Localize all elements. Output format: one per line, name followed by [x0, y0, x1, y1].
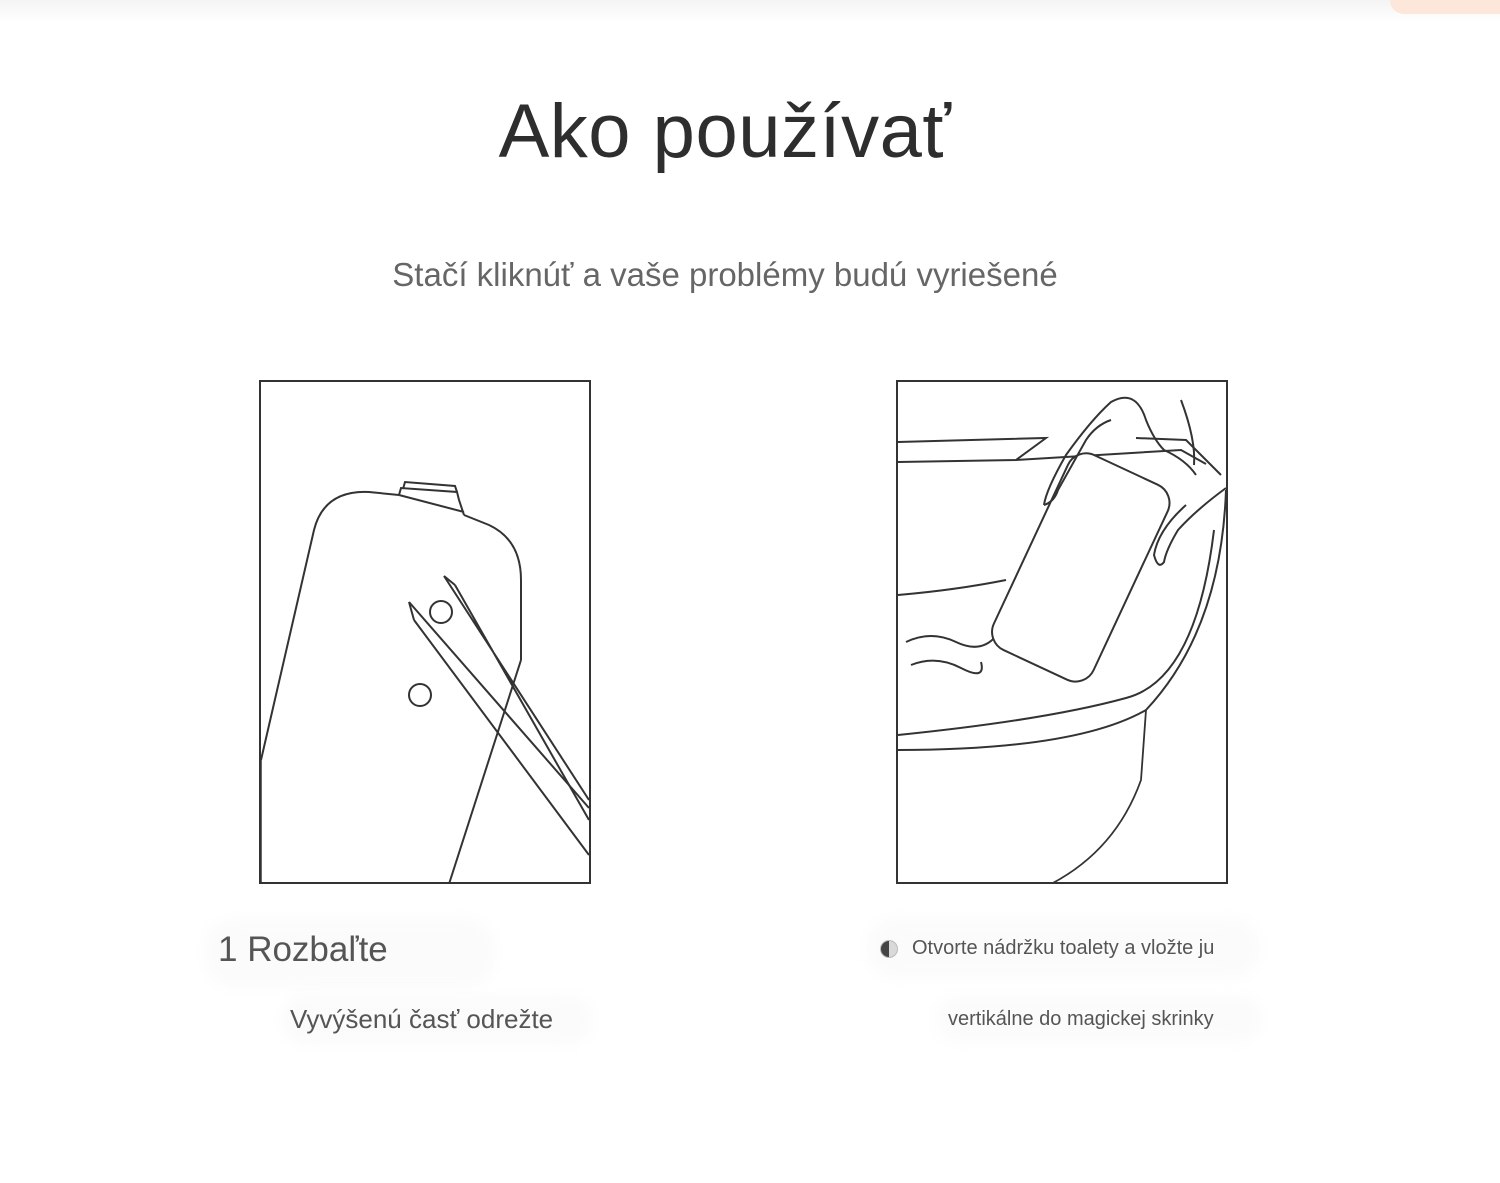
step-2-illustration — [896, 380, 1228, 884]
half-circle-icon — [880, 940, 898, 958]
step-2-description-text-1: Otvorte nádržku toalety a vložte ju — [912, 937, 1215, 959]
step-1-title: 1 Rozbaľte — [218, 930, 388, 969]
step-1-illustration — [259, 380, 591, 884]
corner-accent — [1390, 0, 1500, 14]
hand-inserting-block-icon — [896, 380, 1228, 884]
scissors-cutting-block-icon — [259, 380, 591, 884]
page-title: Ako používať — [498, 89, 952, 174]
step-2-description-line-1 — [880, 937, 1214, 960]
step-1-description: Vyvýšenú časť odrežte — [290, 1004, 554, 1034]
page-subtitle: Stačí kliknúť a vaše problémy budú vyriešené — [392, 256, 1058, 293]
step-2-description-line-2: vertikálne do magickej skrinky — [948, 1008, 1214, 1030]
top-shade — [0, 0, 1500, 22]
